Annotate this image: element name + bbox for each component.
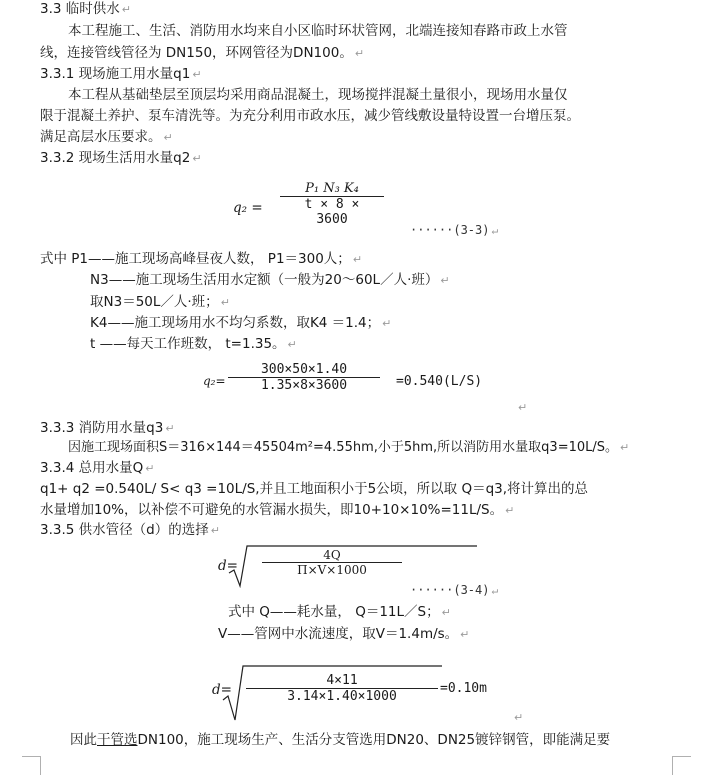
definition-line: 式中 Q——耗水量， Q＝11L／S； ↵	[228, 604, 451, 620]
formula-numerator: P₁ N₃ K₄	[305, 181, 359, 196]
paragraph-line: 因此干管选DN100，施工现场生产、生活分支管选用DN20、DN25镀锌钢管，即能满足要	[70, 732, 611, 748]
calc-numerator: 300×50×1.40	[260, 362, 348, 377]
paragraph-line: 水量增加10%，以补偿不可避免的水管漏水损失，即10+10×10%=11L/S。 ↵	[40, 502, 515, 518]
definition-line: 取N3＝50L／人·班； ↵	[90, 294, 230, 310]
paragraph-line: 满足高层水压要求。 ↵	[40, 129, 173, 145]
equation-number: ······(3-3) ↵	[410, 223, 499, 237]
section-heading-3-3-4: 3.3.4 总用水量Q ↵	[40, 460, 155, 476]
paragraph-line: q1+ q2 =0.540L/ S< q3 =10L/S,并且工地面积小于5公顷，所以取 Q＝q3,将计算出的总	[40, 481, 589, 497]
paragraph-line: 限于混凝土养护、泵车清洗等。为充分利用市政水压，减少管线敷设量特设置一台增压泵。	[40, 108, 580, 124]
definition-line: t ——每天工作班数， t=1.35。 ↵	[90, 336, 297, 352]
underlined-term: 干管选	[97, 732, 138, 748]
formula-lhs: q₂ =	[233, 200, 263, 216]
section-heading-3-3-5: 3.3.5 供水管径（d）的选择 ↵	[40, 522, 220, 538]
paragraph-line: 线，连接管线管径为 DN150，环网管径为DN100。 ↵	[40, 45, 365, 61]
calc-fraction	[228, 362, 380, 393]
formula-fraction	[262, 548, 402, 577]
calc-lhs: d=	[212, 682, 232, 698]
paragraph-mark: ↵	[514, 711, 524, 724]
section-heading-3-3: 3.3 临时供水 ↵	[40, 1, 131, 17]
definition-line: N3——施工现场生活用水定额（一般为20～60L／人·班） ↵	[90, 272, 450, 288]
calc-lhs: q₂=	[203, 374, 226, 388]
definition-line: V——管网中水流速度，取V＝1.4m/s。 ↵	[218, 626, 470, 642]
formula-denominator: t × 8 × 3600	[304, 197, 360, 227]
calc-fraction	[246, 673, 438, 704]
page-corner-mark	[672, 756, 691, 775]
section-heading-3-3-3: 3.3.3 消防用水量q3 ↵	[40, 420, 175, 436]
paragraph-line: 本工程施工、生活、消防用水均来自小区临时环状管网，北端连接知春路市政上水管	[68, 23, 568, 39]
formula-lhs: d=	[218, 558, 238, 574]
page-corner-mark	[22, 756, 41, 775]
formula-fraction	[280, 181, 384, 227]
calc-result: =0.540(L/S)	[396, 374, 483, 389]
formula-denominator: Π×V×1000	[297, 563, 367, 577]
paragraph-line: 本工程从基础垫层至顶层均采用商品混凝土，现场搅拌混凝土量很小，现场用水量仅	[68, 87, 568, 103]
calc-denominator: 1.35×8×3600	[260, 378, 348, 393]
paragraph-line: 因施工现场面积S＝316×144＝45504m²=4.55hm,小于5hm,所以消防用水量取q3=10L/S。 ↵	[68, 440, 630, 455]
calc-denominator: 3.14×1.40×1000	[287, 689, 397, 704]
paragraph-mark: ↵	[518, 401, 528, 414]
section-heading-3-3-1: 3.3.1 现场施工用水量q1 ↵	[40, 66, 202, 82]
equation-number: ······(3-4) ↵	[410, 583, 499, 597]
definition-line: K4——施工现场用水不均匀系数，取K4 ＝1.4； ↵	[90, 315, 392, 331]
calc-numerator: 4×11	[326, 673, 358, 688]
calc-result: =0.10m	[440, 681, 487, 696]
definition-line: 式中 P1——施工现场高峰昼夜人数， P1＝300人； ↵	[40, 251, 363, 267]
section-heading-3-3-2: 3.3.2 现场生活用水量q2 ↵	[40, 150, 202, 166]
formula-numerator: 4Q	[323, 548, 341, 562]
